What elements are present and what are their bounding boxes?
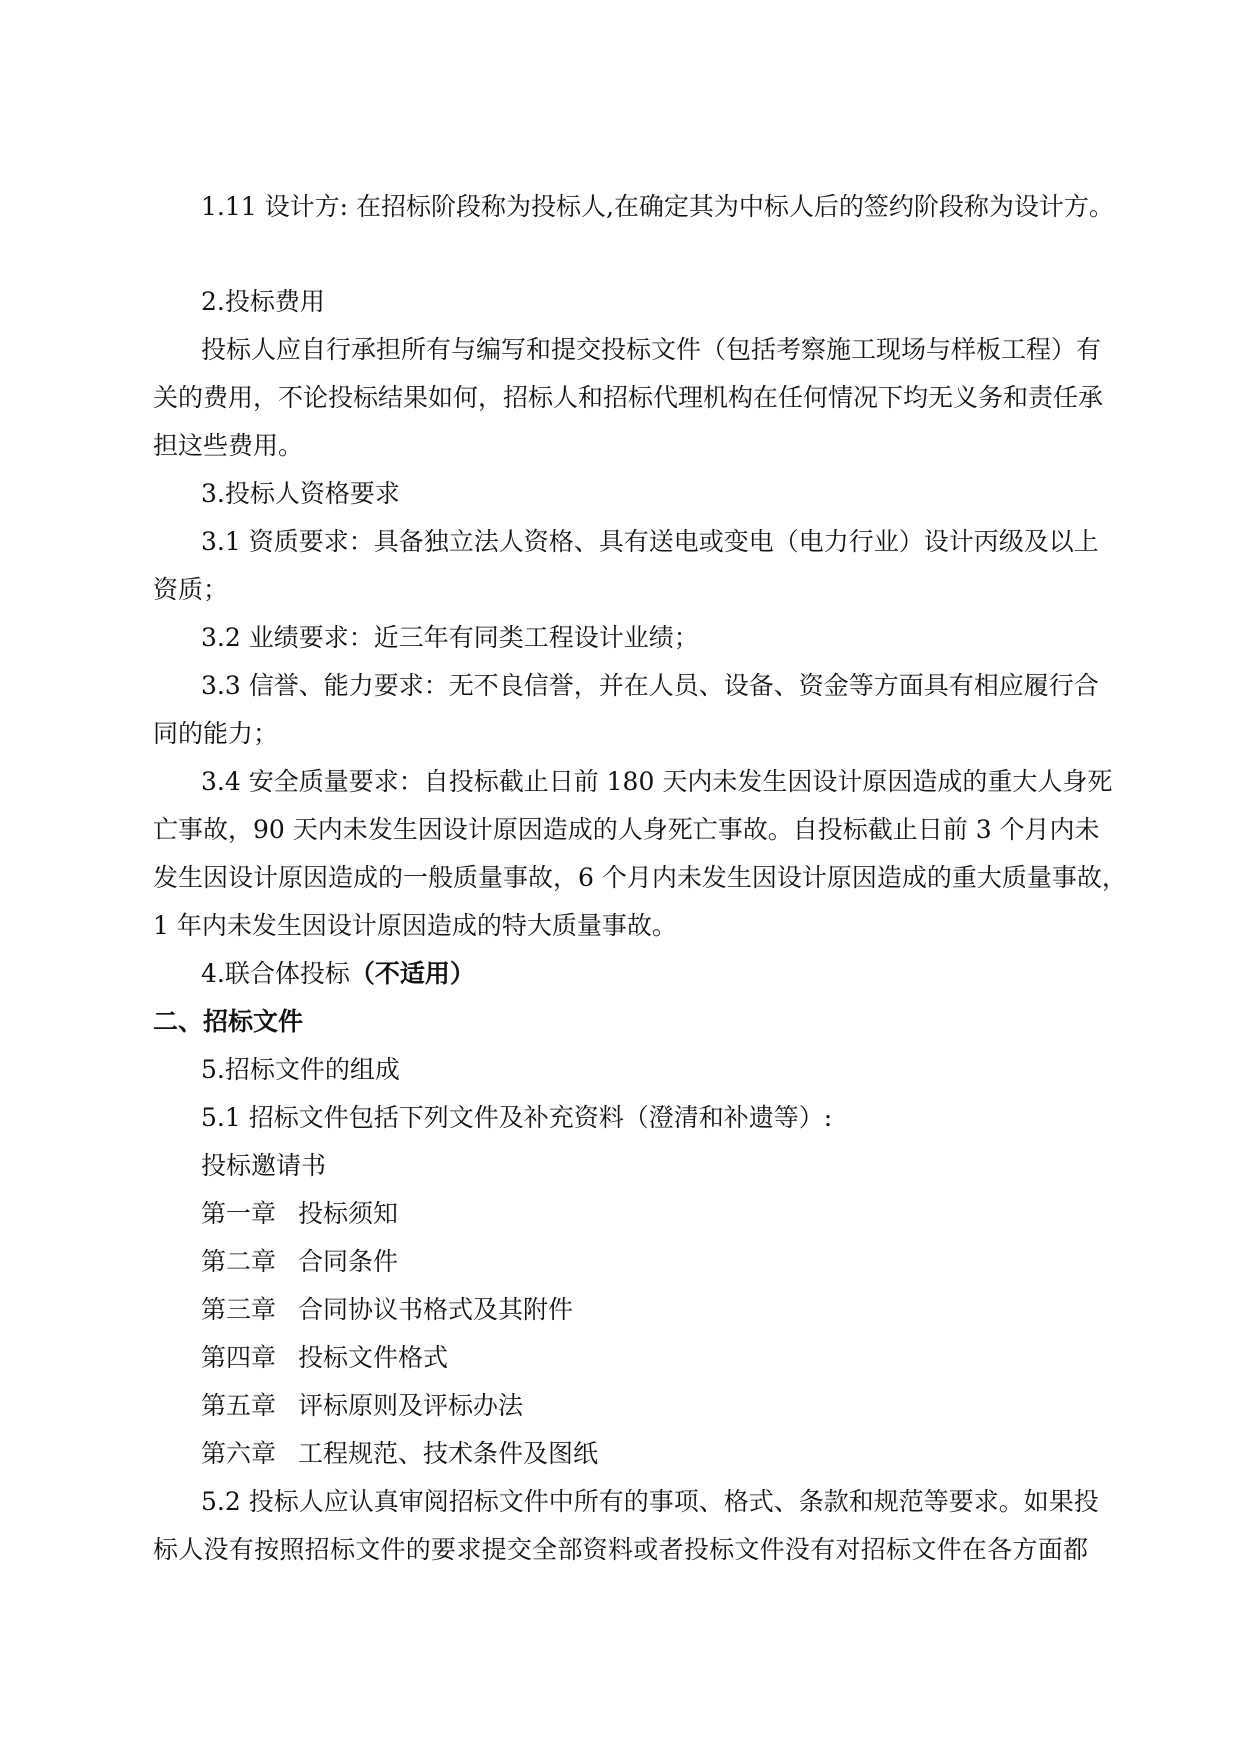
clause-5-1: 5.1 招标文件包括下列文件及补充资料（澄清和补遗等）:: [201, 1103, 833, 1132]
chapter-number: 第五章: [201, 1391, 277, 1420]
clause-3-4-line-2: 亡事故，90 天内未发生因设计原因造成的人身死亡事故。自投标截止日前 3 个月内未: [153, 815, 1100, 844]
chapter-title: 投标文件格式: [298, 1343, 449, 1372]
paragraph-2-line-2: 关的费用，不论投标结果如何，招标人和招标代理机构在任何情况下均无义务和责任承: [153, 383, 1104, 412]
clause-5-2-line-1: 5.2 投标人应认真审阅招标文件中所有的事项、格式、条款和规范等要求。如果投: [201, 1487, 1099, 1516]
chapter-number: 第一章: [201, 1199, 277, 1228]
heading-4-consortium: [201, 957, 475, 991]
paragraph-2-line-1: 投标人应自行承担所有与编写和提交投标文件（包括考察施工现场与样板工程）有: [201, 335, 1102, 364]
chapter-item: [201, 1437, 598, 1471]
chapter-title: 工程规范、技术条件及图纸: [298, 1439, 599, 1468]
clause-3-3-line-1: 3.3 信誉、能力要求：无不良信誉，并在人员、设备、资金等方面具有相应履行合: [201, 671, 1099, 700]
chapter-item: [201, 1293, 573, 1327]
chapter-number: 第二章: [201, 1247, 277, 1276]
paragraph-2-line-3: 担这些费用。: [153, 431, 304, 460]
chapter-item: [201, 1245, 398, 1279]
clause-5-2-line-2: 标人没有按照招标文件的要求提交全部资料或者投标文件没有对招标文件在各方面都: [153, 1535, 1088, 1564]
clause-3-3-line-2: 同的能力；: [153, 719, 279, 748]
clause-3-1-line-2: 资质；: [153, 575, 229, 604]
clause-3-4-line-3: 发生因设计原因造成的一般质量事故，6 个月内未发生因设计原因造成的重大质量事故，: [153, 863, 1127, 892]
chapter-item: [201, 1197, 398, 1231]
clause-3-4-line-1: 3.4 安全质量要求：自投标截止日前 180 天内未发生因设计原因造成的重大人身死: [201, 767, 1113, 796]
invitation-letter-item: 投标邀请书: [201, 1151, 327, 1180]
not-applicable-label: （不适用）: [349, 959, 475, 988]
chapter-number: 第六章: [201, 1439, 277, 1468]
clause-3-4-line-4: 1 年内未发生因设计原因造成的特大质量事故。: [153, 911, 677, 940]
chapter-title: 合同条件: [298, 1247, 399, 1276]
clause-3-2: 3.2 业绩要求：近三年有同类工程设计业绩；: [201, 623, 699, 652]
chapter-title: 投标须知: [298, 1199, 399, 1228]
heading-5-composition: 5.招标文件的组成: [201, 1055, 400, 1084]
chapter-item: [201, 1389, 523, 1423]
chapter-number: 第四章: [201, 1343, 277, 1372]
clause-1-11: 1.11 设计方: 在招标阶段称为投标人,在确定其为中标人后的签约阶段称为设计方。: [201, 192, 1114, 221]
heading-3-qualifications: 3.投标人资格要求: [201, 479, 400, 508]
chapter-item: [201, 1341, 448, 1375]
heading-2-bid-costs: 2.投标费用: [201, 287, 325, 316]
chapter-title: 评标原则及评标办法: [298, 1391, 524, 1420]
clause-3-1-line-1: 3.1 资质要求：具备独立法人资格、具有送电或变电（电力行业）设计丙级及以上: [201, 527, 1099, 556]
section-2-heading: 二、招标文件: [153, 1007, 304, 1036]
heading-4-text: 4.联合体投标: [201, 959, 350, 988]
chapter-number: 第三章: [201, 1295, 277, 1324]
chapter-title: 合同协议书格式及其附件: [298, 1295, 574, 1324]
